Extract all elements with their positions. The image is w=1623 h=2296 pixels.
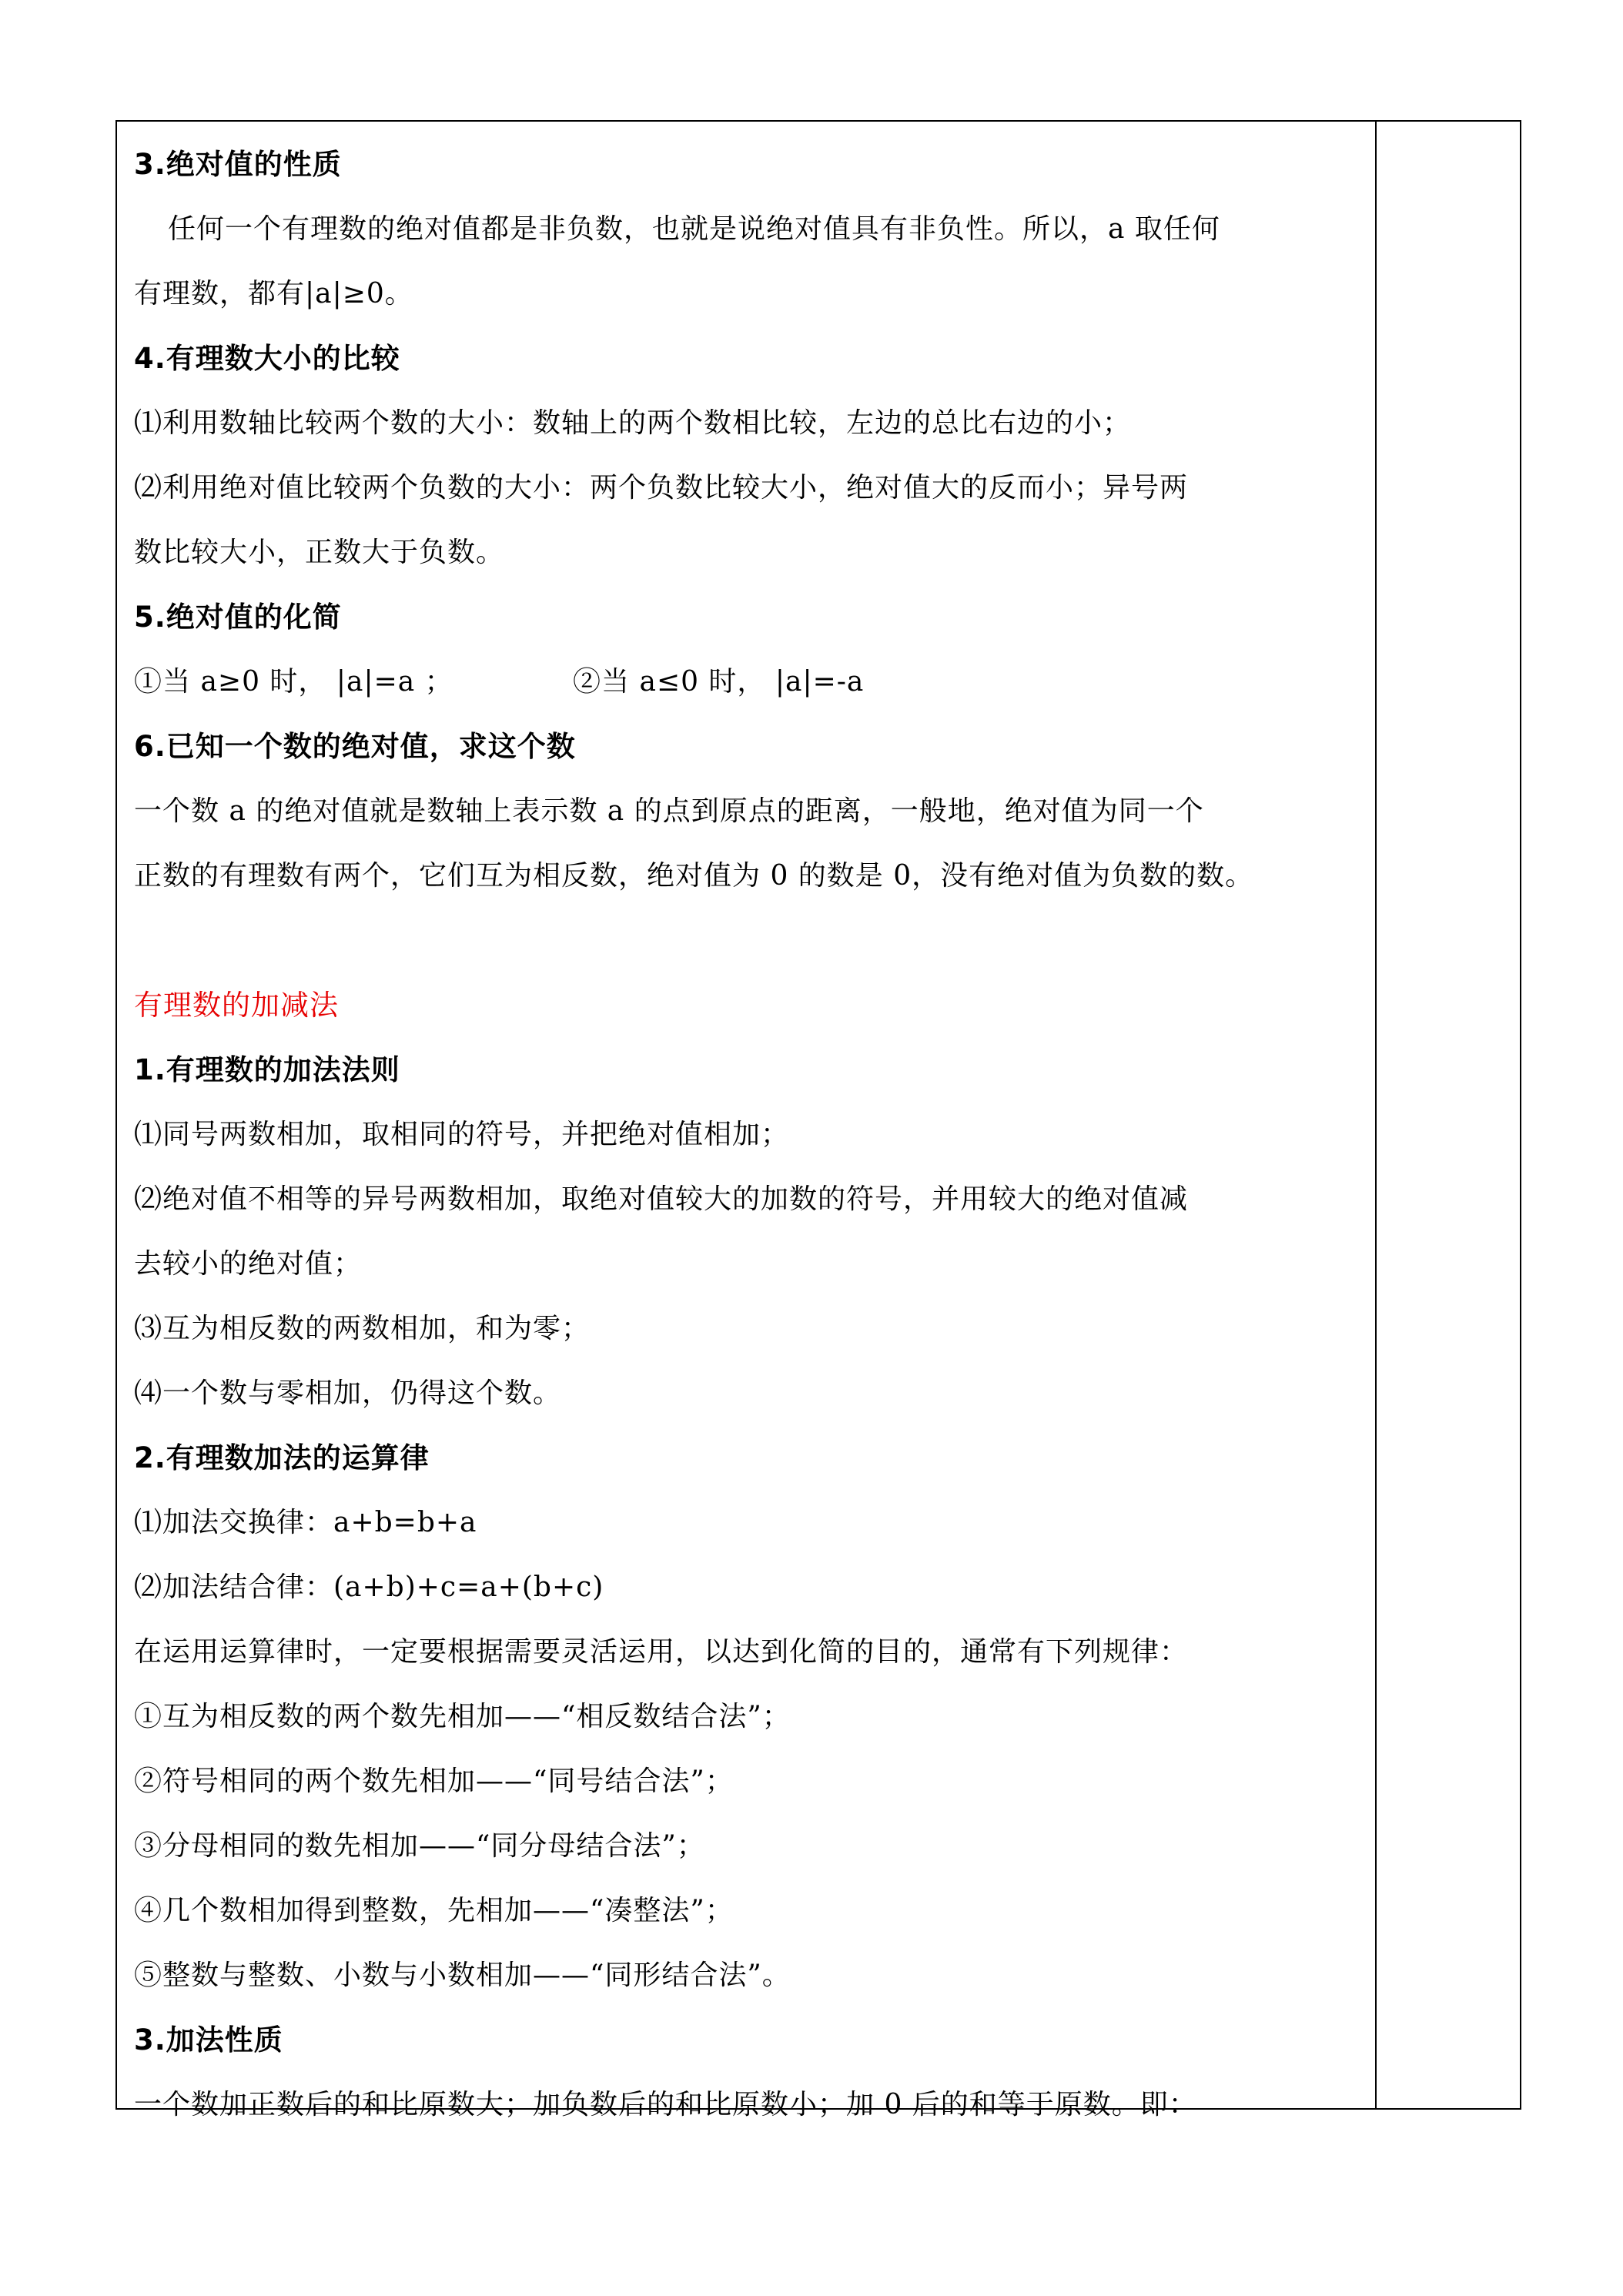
heading-addition-rule: 1.有理数的加法法则 xyxy=(134,1053,400,1086)
list-item: ⑶互为相反数的两数相加，和为零； xyxy=(134,1313,591,1344)
law-associative: ⑵加法结合律：(a+b)+c=a+(b+c) xyxy=(134,1571,604,1603)
list-item: ⑴利用数轴比较两个数的大小：数轴上的两个数相比较，左边的总比右边的小； xyxy=(134,407,1132,439)
list-item: ⑵绝对值不相等的异号两数相加，取绝对值较大的加数的符号，并用较大的绝对值减 xyxy=(134,1183,1189,1215)
paragraph-line: 正数的有理数有两个，它们互为相反数，绝对值为 0 的数是 0，没有绝对值为负数的数。 xyxy=(134,860,1254,892)
content-cell xyxy=(117,122,1377,2120)
formula-case-nonnegative: ①当 a≥0 时， |a|=a ； xyxy=(134,666,453,698)
heading-abs-property: 3.绝对值的性质 xyxy=(134,148,342,181)
paragraph-line: 一个数加正数后的和比原数大；加负数后的和比原数小；加 0 后的和等于原数。即： xyxy=(134,2089,1197,2120)
formula-row xyxy=(134,650,1364,715)
tip-item: ①互为相反数的两个数先相加——“相反数结合法”； xyxy=(134,1701,791,1732)
formula-case-nonpositive: ②当 a≤0 时， |a|=-a xyxy=(573,666,865,698)
heading-find-number: 6.已知一个数的绝对值，求这个数 xyxy=(134,730,576,763)
paragraph-line: 任何一个有理数的绝对值都是非负数，也就是说绝对值具有非负性。所以，a 取任何 xyxy=(168,213,1220,245)
notes-margin-cell xyxy=(1377,122,1520,2108)
section-title-addition: 有理数的加减法 xyxy=(134,989,339,1022)
notes-table xyxy=(115,120,1521,2120)
tip-item: ②符号相同的两个数先相加——“同号结合法”； xyxy=(134,1766,734,1797)
law-commutative: ⑴加法交换律：a+b=b+a xyxy=(134,1507,477,1538)
list-item: ⑵利用绝对值比较两个负数的大小：两个负数比较大小，绝对值大的反而小；异号两 xyxy=(134,472,1189,504)
list-item-continuation: 去较小的绝对值； xyxy=(134,1248,363,1280)
spacer xyxy=(134,909,1364,973)
paragraph-line: 有理数，都有|a|≥0。 xyxy=(134,278,413,310)
list-item: ⑷一个数与零相加，仍得这个数。 xyxy=(134,1377,562,1409)
list-item: ⑴同号两数相加，取相同的符号，并把绝对值相加； xyxy=(134,1119,790,1150)
tip-item: ⑤整数与整数、小数与小数相加——“同形结合法”。 xyxy=(134,1960,791,1991)
tip-item: ③分母相同的数先相加——“同分母结合法”； xyxy=(134,1830,705,1862)
heading-compare: 4.有理数大小的比较 xyxy=(134,342,400,375)
paragraph-line: 在运用运算律时，一定要根据需要灵活运用，以达到化简的目的，通常有下列规律： xyxy=(134,1636,1189,1668)
paragraph-line: 一个数 a 的绝对值就是数轴上表示数 a 的点到原点的距离，一般地，绝对值为同一个 xyxy=(134,795,1204,827)
heading-addition-laws: 2.有理数加法的运算律 xyxy=(134,1441,430,1474)
tip-item: ④几个数相加得到整数，先相加——“凑整法”； xyxy=(134,1895,734,1926)
heading-simplify: 5.绝对值的化简 xyxy=(134,601,342,634)
heading-addition-property: 3.加法性质 xyxy=(134,2023,283,2057)
list-item-continuation: 数比较大小，正数大于负数。 xyxy=(134,537,505,568)
